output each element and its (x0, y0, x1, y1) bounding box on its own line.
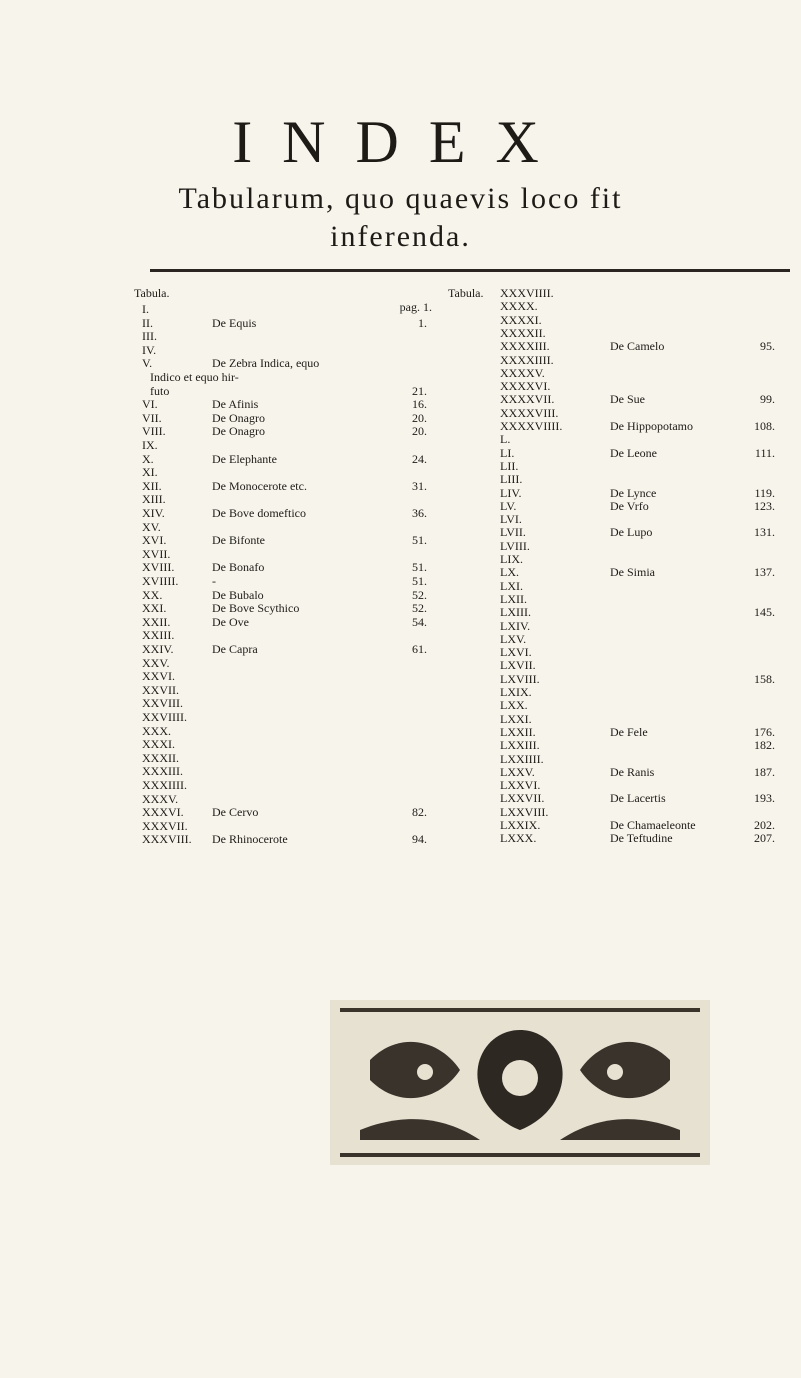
index-roman-numeral: LIV. (500, 485, 522, 500)
index-roman-numeral: LXXIII. (500, 738, 540, 753)
index-roman-numeral: XXXVIIII. (500, 286, 554, 300)
index-entry-title: De Hippopotamo (610, 419, 693, 433)
index-roman-numeral: XXXIIII. (142, 778, 187, 792)
column-head-tabula: Tabula. (448, 286, 484, 300)
index-roman-numeral: VII. (142, 410, 162, 425)
index-page-number: 158. (754, 671, 775, 686)
index-roman-numeral: III. (142, 329, 157, 344)
index-roman-numeral: LXXIIII. (500, 751, 544, 766)
index-roman-numeral: XXII. (142, 614, 171, 629)
index-page-number: 82. (412, 805, 427, 820)
index-page-number: 207. (754, 831, 775, 846)
index-roman-numeral: LXVI. (500, 645, 532, 660)
index-roman-numeral: XVIII. (142, 560, 175, 575)
index-roman-numeral: L. (500, 432, 511, 447)
index-roman-numeral: LXX. (500, 698, 528, 713)
index-roman-numeral: XIII. (142, 492, 166, 507)
index-roman-numeral: I. (142, 302, 149, 316)
header-rule (150, 269, 790, 272)
index-roman-numeral: XXV. (142, 655, 170, 670)
index-page-number: 20. (412, 410, 427, 425)
index-roman-numeral: XXXXVIII. (500, 405, 559, 420)
index-entry-title: De Afinis (212, 397, 259, 412)
index-roman-numeral: IV. (142, 342, 157, 357)
index-roman-numeral: XXXV. (142, 791, 179, 806)
index-roman-numeral: XXXXVI. (500, 379, 551, 394)
index-page-number: 182. (754, 738, 775, 753)
index-entry-title: Indico et equo hir- (150, 370, 239, 384)
page-title: INDEX (232, 109, 569, 175)
index-roman-numeral: VIII. (142, 424, 166, 439)
index-entry-title: De Equis (212, 315, 257, 330)
index-roman-numeral: XXXVI. (142, 805, 184, 820)
index-roman-numeral: LXIV. (500, 618, 531, 633)
index-entry-title: De Lupo (610, 525, 653, 540)
index-roman-numeral: XXVIIII. (142, 710, 187, 724)
index-roman-numeral: LXIII. (500, 605, 531, 620)
index-page-number: 16. (412, 397, 427, 412)
index-entry-title: De Onagro (212, 424, 265, 439)
index-page-number: 52. (412, 587, 427, 602)
index-entry-title: De Bubalo (212, 587, 264, 602)
index-roman-numeral: XII. (142, 478, 162, 493)
index-entry-title: futo (150, 383, 170, 398)
index-entry-title: De Rhinocerote (212, 832, 288, 847)
index-roman-numeral: LXIX. (500, 685, 532, 699)
index-roman-numeral: XXXXIIII. (500, 352, 554, 367)
index-entry-title: De Bifonte (212, 533, 265, 548)
index-roman-numeral: LX. (500, 565, 519, 580)
index-roman-numeral: LIII. (500, 472, 523, 487)
index-page-number: 145. (754, 605, 775, 620)
index-entry-title: De Elephante (212, 451, 277, 466)
index-roman-numeral: XIV. (142, 506, 165, 520)
index-roman-numeral: LXXX. (500, 831, 537, 846)
index-entry-title: De Vrfo (610, 498, 649, 513)
index-roman-numeral: XXXXII. (500, 325, 546, 340)
index-page-number: 131. (754, 525, 775, 540)
index-entry-title: De Lacertis (610, 791, 666, 806)
index-entry-title: De Bove Scythico (212, 601, 300, 616)
index-roman-numeral: XVII. (142, 546, 171, 561)
index-roman-numeral: II. (142, 315, 153, 330)
index-roman-numeral: XXXXV. (500, 365, 545, 380)
index-roman-numeral: XXVIII. (142, 696, 183, 711)
index-page-number: 176. (754, 724, 775, 739)
index-entry-title: - (212, 574, 216, 588)
index-roman-numeral: XX. (142, 587, 163, 602)
index-entry-title: De Lynce (610, 485, 657, 500)
index-roman-numeral: XI. (142, 465, 158, 480)
index-roman-numeral: LVII. (500, 525, 526, 540)
index-entry-title: De Ove (212, 614, 249, 629)
index-page-number: 51. (412, 560, 427, 575)
index-entry-title: De Ranis (610, 764, 655, 779)
index-roman-numeral: LVI. (500, 512, 522, 527)
index-page-number: 61. (412, 642, 427, 656)
printers-ornament (330, 1000, 710, 1165)
index-roman-numeral: LXXIX. (500, 818, 541, 832)
index-roman-numeral: XVI. (142, 533, 167, 548)
index-roman-numeral: XXXXIII. (500, 339, 550, 354)
column-head-pag: pag. 1. (399, 300, 432, 314)
index-roman-numeral: XXX. (142, 723, 171, 738)
index-roman-numeral: XXXVIII. (142, 832, 192, 847)
index-roman-numeral: XXI. (142, 601, 167, 616)
index-roman-numeral: XV. (142, 519, 161, 534)
column-head-tabula: Tabula. (134, 286, 170, 300)
index-page-number: 52. (412, 601, 427, 616)
index-roman-numeral: XXIV. (142, 642, 174, 656)
index-entry-title: De Monocerote etc. (212, 478, 307, 493)
index-page-number: 119. (754, 485, 775, 500)
index-roman-numeral: LXI. (500, 578, 523, 593)
index-roman-numeral: LI. (500, 445, 515, 460)
index-entry-title: De Leone (610, 445, 657, 460)
index-entry-title: De Camelo (610, 339, 665, 354)
index-roman-numeral: LXV. (500, 631, 527, 646)
index-page-number: 193. (754, 791, 775, 806)
index-roman-numeral: XXXI. (142, 737, 175, 752)
index-page-number: 123. (754, 498, 775, 513)
index-roman-numeral: XVIIII. (142, 574, 179, 588)
index-roman-numeral: LXVII. (500, 658, 536, 673)
index-roman-numeral: XXXIII. (142, 764, 183, 779)
index-page-number: 21. (412, 383, 427, 398)
index-roman-numeral: XXXXVIIII. (500, 419, 563, 433)
index-entry-title: De Onagro (212, 410, 265, 425)
index-page-number: 24. (412, 451, 427, 466)
index-roman-numeral: XXXX. (500, 299, 538, 314)
index-page-number: 51. (412, 533, 427, 548)
index-roman-numeral: LVIII. (500, 538, 530, 553)
index-roman-numeral: XXXXI. (500, 312, 542, 327)
index-roman-numeral: VI. (142, 397, 158, 412)
index-entry-title: De Bove domeftico (212, 506, 306, 520)
index-page-number: 111. (754, 445, 775, 460)
index-roman-numeral: LXXVIII. (500, 804, 549, 819)
index-entry-title: De Fele (610, 724, 648, 739)
index-roman-numeral: LII. (500, 458, 519, 473)
index-entry-title: De Bonafo (212, 560, 265, 575)
index-entry-title: De Chamaeleonte (610, 818, 696, 832)
index-page-number: 94. (412, 832, 427, 847)
index-page-number: 95. (760, 339, 775, 354)
index-page-number: 54. (412, 614, 427, 629)
index-page-number: 36. (412, 506, 427, 520)
index-roman-numeral: LXVIII. (500, 671, 540, 686)
index-roman-numeral: LXXVII. (500, 791, 545, 806)
index-roman-numeral: LXXI. (500, 711, 532, 726)
index-roman-numeral: V. (142, 356, 153, 371)
index-roman-numeral: XXVII. (142, 682, 179, 697)
index-entry-title: De Teftudine (610, 831, 673, 846)
index-roman-numeral: XXIII. (142, 628, 175, 643)
index-roman-numeral: XXXXVII. (500, 392, 555, 407)
index-roman-numeral: XXXII. (142, 750, 179, 765)
index-roman-numeral: LV. (500, 498, 517, 513)
index-roman-numeral: LXII. (500, 591, 527, 606)
index-roman-numeral: LXXV. (500, 764, 535, 779)
index-page-number: 99. (760, 392, 775, 407)
index-page-number: 137. (754, 565, 775, 580)
index-page-number: 202. (754, 818, 775, 832)
index-roman-numeral: XXXVII. (142, 818, 188, 833)
index-roman-numeral: LXXVI. (500, 778, 541, 793)
index-roman-numeral: LXXII. (500, 724, 536, 739)
index-page-number: 187. (754, 764, 775, 779)
index-entry-title: De Capra (212, 642, 258, 656)
index-entry-title: De Sue (610, 392, 645, 407)
index-entry-title: De Cervo (212, 805, 259, 820)
subtitle-line-1: Tabularum, quo quaevis loco fit (178, 182, 623, 215)
index-page-number: 108. (754, 419, 775, 433)
index-page-number: 51. (412, 574, 427, 588)
index-entry-title: De Simia (610, 565, 655, 580)
index-roman-numeral: IX. (142, 438, 158, 452)
index-roman-numeral: LIX. (500, 552, 523, 566)
index-roman-numeral: X. (142, 451, 154, 466)
subtitle-line-2: inferenda. (330, 220, 471, 253)
index-page-number: 1. (418, 315, 427, 330)
index-page-number: 31. (412, 478, 427, 493)
index-page-number: 20. (412, 424, 427, 439)
page-subtitle (0, 180, 801, 256)
index-roman-numeral: XXVI. (142, 669, 175, 684)
index-entry-title: De Zebra Indica, equo (212, 356, 320, 371)
